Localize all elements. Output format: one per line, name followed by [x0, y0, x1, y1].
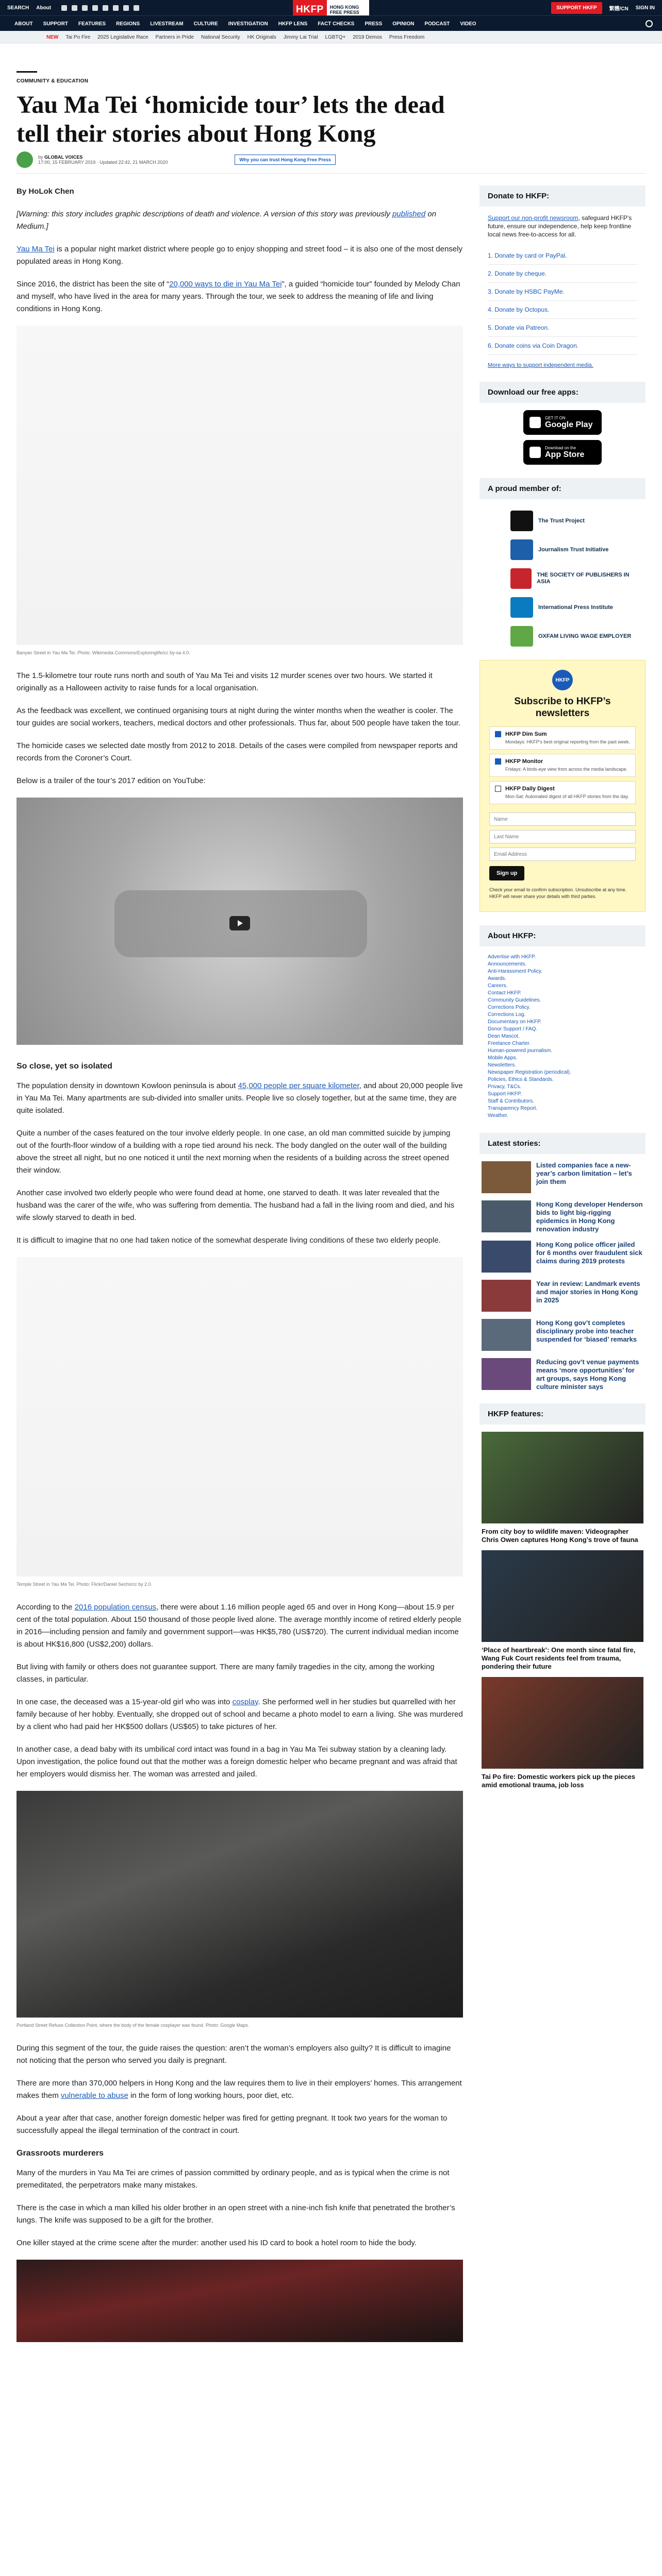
- nav-item[interactable]: FEATURES: [78, 21, 106, 27]
- feature-story[interactable]: [479, 1550, 646, 1671]
- newsletter-option[interactable]: [489, 726, 636, 750]
- telegram-icon[interactable]: [113, 5, 119, 11]
- about-link[interactable]: Contact HKFP.: [488, 990, 522, 996]
- donate-method[interactable]: 5. Donate via Patreon.: [488, 319, 637, 337]
- logo-abbr: HKFP: [293, 0, 327, 20]
- latest-heading: Latest stories:: [479, 1133, 646, 1154]
- paragraph: One killer stayed at the crime scene after the murder: another used his ID card to book a hotel room to hide the body.: [16, 2239, 417, 2247]
- yau-ma-tei-link[interactable]: Yau Ma Tei: [16, 245, 55, 253]
- paragraph: The population density in downtown Kowloon peninsula is about 45,000 people per square kilometer, and about 20,000 people live in Yau Ma Tei. Many apartments are sub-divided into smaller units. People live so closely together, but at the same time, they are quite isolated.: [16, 1081, 463, 1115]
- paragraph: Quite a number of the cases featured on the tour involve elderly people. In one case, an old man committed suicide by jumping out of the fourth-floor window of a building with a rope tied around his neck. The body dangled on the outer wall of the building above the street all night, but no one noticed it until the next morning when the residents of a building across the street opened their window.: [16, 1129, 451, 1175]
- social-icons: [61, 5, 139, 11]
- latest-stories: [479, 1161, 646, 1391]
- donate-method[interactable]: 2. Donate by cheque.: [488, 265, 637, 283]
- paragraph: The homicide cases we selected date mostly from 2012 to 2018. Details of the cases were compiled from newspaper reports and records from the Coroner’s Court.: [16, 741, 458, 762]
- nav-item[interactable]: REGIONS: [116, 21, 140, 27]
- newsletter-title: Subscribe to HKFP’s newsletters: [514, 696, 611, 719]
- donate-heading: Donate to HKFP:: [479, 185, 646, 207]
- member-name: OXFAM LIVING WAGE EMPLOYER: [538, 633, 632, 639]
- header-divider: [16, 173, 646, 174]
- photo-caption: Banyan Street in Yau Ma Tei. Photo: Wikimedia Commons/Exploringlife/cc by-sa 4.0.: [16, 650, 190, 655]
- byline-org[interactable]: GLOBAL VOICES: [44, 155, 83, 160]
- paragraph: About a year after that case, another foreign domestic helper was fired for getting pregnant. It took two years for the woman to successfully appeal the illegal termination of the contract in court.: [16, 2114, 448, 2135]
- member-badge-icon: [510, 626, 533, 647]
- article-author: By HoLok Chen: [16, 187, 74, 196]
- trust-button[interactable]: Why you can trust Hong Kong Free Press: [235, 155, 336, 165]
- about-link[interactable]: Announcements.: [488, 961, 527, 967]
- newsletter-options: [489, 726, 636, 804]
- apple-icon: [529, 447, 541, 458]
- google-play-icon: [529, 417, 541, 428]
- support-button[interactable]: SUPPORT HKFP: [551, 2, 602, 14]
- temple-street-photo: [16, 1257, 463, 1577]
- trending-link[interactable]: Jimmy Lai Trial: [283, 34, 318, 40]
- latest-story[interactable]: [482, 1319, 643, 1351]
- feature-headline[interactable]: Tai Po fire: Domestic workers pick up the pieces amid emotional trauma, job loss: [482, 1773, 636, 1789]
- trending-link[interactable]: 2025 Legislative Race: [97, 34, 148, 40]
- feature-image[interactable]: [482, 1432, 643, 1523]
- latest-story[interactable]: [482, 1241, 643, 1273]
- byline: [16, 150, 336, 169]
- story-thumbnail[interactable]: [482, 1280, 531, 1312]
- email-field[interactable]: [489, 848, 636, 861]
- sign-in-link[interactable]: SIGN IN: [635, 5, 655, 11]
- tour-link[interactable]: 20,000 ways to die in Yau Ma Tei: [169, 280, 282, 289]
- newsletter-logo: HKFP: [552, 670, 573, 690]
- nav-item[interactable]: PRESS: [365, 21, 383, 27]
- story-headline[interactable]: Hong Kong developer Henderson bids to light big-rigging epidemics in Hong Kong renovation industry: [536, 1200, 643, 1233]
- feature-headline[interactable]: From city boy to wildlife maven: Videographer Chris Owen captures Hong Kong’s trove of fauna: [482, 1528, 638, 1544]
- last-name-field[interactable]: [489, 830, 636, 843]
- about-link[interactable]: Transparency Report.: [488, 1106, 538, 1111]
- story-headline[interactable]: Hong Kong police officer jailed for 6 months over fraudulent sick claims during 2019 protests: [536, 1241, 642, 1265]
- newsletter-name: HKFP Dim Sum: [505, 731, 547, 737]
- paragraph: It is difficult to imagine that no one had taken notice of the somewhat desperate living conditions of these two elderly people.: [16, 1236, 441, 1245]
- photo-caption: Portland Street Refuse Collection Point, where the body of the female cosplayer was found. Photo: Google Maps.: [16, 2023, 250, 2028]
- search-icon[interactable]: [646, 20, 653, 27]
- portland-street-photo: [16, 1791, 463, 2018]
- trending-bar: [0, 31, 662, 43]
- feature-image[interactable]: [482, 1550, 643, 1642]
- member-badge-icon: [510, 597, 533, 618]
- sign-up-button[interactable]: Sign up: [489, 866, 524, 880]
- youtube-embed[interactable]: [16, 798, 463, 1045]
- newsletter-fineprint: Check your email to confirm subscription. Unsubscribe at any time. HKFP will never share your details with third parties.: [489, 887, 627, 899]
- about-link[interactable]: Documentary on HKFP.: [488, 1019, 542, 1025]
- content-warning: [Warning: this story includes graphic descriptions of death and violence. A version of this story was previously published on Medium.]: [16, 210, 437, 231]
- newsletter-desc: Mondays: HKFP’s best original reporting from the past week.: [505, 739, 630, 744]
- nav-item[interactable]: PODCAST: [424, 21, 450, 27]
- member-logo[interactable]: [479, 622, 646, 651]
- paragraph: Yau Ma Tei is a popular night market district where people go to enjoy shopping and street food – it is also one of the most densely populated areas in Hong Kong.: [16, 245, 462, 266]
- sidebar: [479, 185, 646, 1795]
- search-link[interactable]: SEARCH: [7, 5, 29, 11]
- donate-method[interactable]: 1. Donate by card or PayPal.: [488, 247, 637, 265]
- story-thumbnail[interactable]: [482, 1358, 531, 1390]
- newsletter-desc: Mon-Sat: Automated digest of all HKFP stories from the day.: [505, 794, 629, 799]
- about-link[interactable]: Corrections Log.: [488, 1012, 526, 1018]
- story-headline[interactable]: Hong Kong gov’t completes disciplinary probe into teacher suspended for ‘biased’ remarks: [536, 1319, 637, 1343]
- story-thumbnail[interactable]: [482, 1241, 531, 1273]
- about-link[interactable]: Staff & Contributors.: [488, 1098, 534, 1104]
- newsletter-option[interactable]: [489, 781, 636, 804]
- article-category[interactable]: COMMUNITY & EDUCATION: [16, 78, 89, 84]
- trending-link[interactable]: LGBTQ+: [325, 34, 346, 40]
- newsletter-checkbox[interactable]: [495, 731, 501, 737]
- logo-name: HONG KONG FREE PRESS: [329, 5, 359, 15]
- article-title: Yau Ma Tei ‘homicide tour’ lets the dead tell their stories about Hong Kong: [16, 91, 445, 147]
- paragraph: There are more than 370,000 helpers in Hong Kong and the law requires them to live in their employers’ homes. This arrangement makes them vulnerable to abuse in the form of long working hours, poor diet, etc.: [16, 2079, 462, 2100]
- linkedin-icon[interactable]: [103, 5, 108, 11]
- paragraph: Since 2016, the district has been the site of “20,000 ways to die in Yau Ma Tei”, a guided “homicide tour” founded by Melody Chan and myself, who have lived in the area for many years. Through the tour, we seek to address the meaning of life and living conditions in Hong Kong.: [16, 280, 460, 313]
- member-badge-icon: [510, 568, 532, 589]
- new-label: NEW: [46, 34, 59, 40]
- newsletter-desc: Fridays: A birds-eye view from across the media landscape.: [505, 767, 628, 772]
- trending-link[interactable]: 2019 Demos: [353, 34, 382, 40]
- paragraph: Another case involved two elderly people who were found dead at home, one starved to death. It was later revealed that the husband was the carer of the wife, who was suffering from dementia. The husband had a fall in the living room and died, and his wife slowly starved to death in bed.: [16, 1189, 455, 1222]
- photo-caption: Temple Street in Yau Ma Tei. Photo: Flickr/Daniel Sechs/cc by 2.0.: [16, 1582, 153, 1587]
- newsletter-checkbox[interactable]: [495, 758, 501, 765]
- trending-link[interactable]: Tai Po Fire: [65, 34, 91, 40]
- feature-headline[interactable]: ‘Place of heartbreak’: One month since fatal fire, Wang Fuk Court residents feel from trauma, pondering their future: [482, 1646, 636, 1670]
- density-link[interactable]: 45,000 people per square kilometer: [238, 1081, 359, 1090]
- donate-intro: Support our non-profit newsroom, safeguard HKFP’s future, ensure our independence, help keep frontline local news free-to-access for all.: [488, 214, 632, 238]
- about-link[interactable]: Corrections Policy.: [488, 1005, 531, 1010]
- about-link[interactable]: Policies, Ethics & Standards.: [488, 1077, 554, 1082]
- about-link[interactable]: Advertise with HKFP.: [488, 954, 536, 960]
- feature-story[interactable]: [479, 1677, 646, 1789]
- paragraph: There is the case in which a man killed his older brother in an open street with a nine-inch fish knife that penetrated the brother’s lungs. The knife was supposed to be a gift for the brother.: [16, 2204, 455, 2225]
- paragraph: Many of the murders in Yau Ma Tei are crimes of passion committed by ordinary people, and as is typical when the crime is not premeditated, the perpetrators make many mistakes.: [16, 2168, 450, 2190]
- play-icon[interactable]: [229, 916, 250, 930]
- byline-text: by GLOBAL VOICES 17:00, 15 FEBRUARY 2019 · Updated 22:42, 21 MARCH 2020: [38, 155, 168, 165]
- about-link[interactable]: Newsletters.: [488, 1062, 517, 1068]
- newsletter-box: [479, 660, 646, 912]
- instagram-icon[interactable]: [82, 5, 88, 11]
- member-list: [479, 506, 646, 651]
- story-headline[interactable]: Listed companies face a new-year’s carbon limitation – let’s join them: [536, 1161, 632, 1185]
- about-link[interactable]: Newspaper Registration (periodical).: [488, 1070, 571, 1075]
- member-name: The Trust Project: [538, 517, 585, 524]
- mail-icon[interactable]: [123, 5, 129, 11]
- story-thumbnail[interactable]: [482, 1319, 531, 1351]
- member-logo[interactable]: [479, 506, 646, 535]
- twitter-icon[interactable]: [72, 5, 77, 11]
- latest-story[interactable]: [482, 1280, 643, 1312]
- support-newsroom-link[interactable]: Support our non-profit newsroom: [488, 214, 578, 222]
- feature-stories: [479, 1432, 646, 1789]
- name-field[interactable]: [489, 812, 636, 826]
- nav-item[interactable]: LIVESTREAM: [150, 21, 184, 27]
- google-play-button[interactable]: GET IT ON Google Play: [523, 410, 602, 435]
- top-bar: [0, 0, 662, 15]
- donate-method[interactable]: 3. Donate by HSBC PayMe.: [488, 283, 637, 301]
- about-link[interactable]: Awards.: [488, 976, 506, 981]
- nav-item[interactable]: ABOUT: [14, 21, 33, 27]
- member-logo[interactable]: [479, 593, 646, 622]
- apps-heading: Download our free apps:: [479, 382, 646, 403]
- donate-method[interactable]: 6. Donate coins via Coin Dragon.: [488, 337, 637, 355]
- byline-dates: 17:00, 15 FEBRUARY 2019 · Updated 22:42, 21 MARCH 2020: [38, 160, 168, 165]
- about-link[interactable]: Careers.: [488, 983, 508, 989]
- about-link[interactable]: Weather.: [488, 1113, 508, 1118]
- story-headline[interactable]: Reducing gov’t venue payments means ‘more opportunities’ for art groups, says Hong Kong culture minister says: [536, 1358, 639, 1391]
- paragraph: In another case, a dead baby with its umbilical cord intact was found in a bag in Yau Ma Tei subway station by a cleaning lady. Upon investigation, the police found out that the mother was a foreign domestic helper who became pregnant and was afraid that her employers would dismiss her. The woman was arrested and jailed.: [16, 1745, 457, 1778]
- paragraph: According to the 2016 population census, there were about 1.16 million people aged 65 and over in Hong Kong—about 15.9 per cent of the total population. About 150 thousand of those people lived alone. The average monthly income of retired elderly people in 2016—including pension and family and government support—was HK$5,780 (US$720). The current individual median income is about HK$16,800 (US$2,200) dollars.: [16, 1603, 461, 1649]
- latest-story[interactable]: [482, 1358, 643, 1391]
- member-name: International Press Institute: [538, 604, 613, 611]
- language-switch[interactable]: 繁體/CN: [609, 6, 628, 12]
- nav-item[interactable]: FACT CHECKS: [318, 21, 355, 27]
- newsletter-name: HKFP Daily Digest: [505, 786, 555, 792]
- census-link[interactable]: 2016 population census: [74, 1603, 157, 1612]
- published-link[interactable]: published: [392, 210, 426, 218]
- features-heading: HKFP features:: [479, 1403, 646, 1425]
- nav-item[interactable]: CULTURE: [193, 21, 218, 27]
- member-name: Journalism Trust Initiative: [538, 546, 609, 553]
- article-body: [16, 185, 463, 2346]
- paragraph: During this segment of the tour, the guide raises the question: aren’t the woman’s employers also guilty? It is difficult to imagine not noticing that the person who served you daily is pregnant.: [16, 2044, 451, 2065]
- trending-link[interactable]: Partners in Pride: [155, 34, 194, 40]
- about-link[interactable]: About: [36, 5, 52, 11]
- newsletter-name: HKFP Monitor: [505, 758, 543, 765]
- feature-story[interactable]: [479, 1432, 646, 1544]
- newsletter-option[interactable]: [489, 754, 636, 777]
- main-nav: [0, 15, 662, 31]
- feature-image[interactable]: [482, 1677, 643, 1769]
- abuse-link[interactable]: vulnerable to abuse: [60, 2091, 128, 2100]
- section-heading: Grassroots murderers: [16, 2149, 104, 2158]
- about-link[interactable]: Donor Support / FAQ.: [488, 1026, 538, 1032]
- about-link[interactable]: Privacy, T&Cs.: [488, 1084, 522, 1090]
- member-logo[interactable]: [479, 564, 646, 593]
- title-rule: [16, 71, 37, 73]
- member-badge-icon: [510, 539, 533, 560]
- story-thumbnail[interactable]: [482, 1200, 531, 1232]
- donate-method[interactable]: 4. Donate by Octopus.: [488, 301, 637, 319]
- paragraph: The 1.5-kilometre tour route runs north and south of Yau Ma Tei and visits 12 murder scenes over two hours. We started it originally as a Halloween activity to raise funds for a local organisation.: [16, 671, 433, 692]
- rss-icon[interactable]: [134, 5, 139, 11]
- nav-item[interactable]: VIDEO: [460, 21, 476, 27]
- cosplay-link[interactable]: cosplay: [232, 1698, 258, 1706]
- story-thumbnail[interactable]: [482, 1161, 531, 1193]
- latest-story[interactable]: [482, 1200, 643, 1233]
- member-name: THE SOCIETY OF PUBLISHERS IN ASIA: [537, 572, 630, 585]
- member-logo[interactable]: [479, 535, 646, 564]
- about-link[interactable]: Anti-Harassment Policy.: [488, 969, 542, 974]
- member-heading: A proud member of:: [479, 478, 646, 499]
- about-links: [479, 954, 646, 1120]
- paragraph: In one case, the deceased was a 15-year-old girl who was into cosplay. She performed well in her studies but quarrelled with her family because of her hobby. Eventually, she dropped out of school and became a photo model to earn a living. She was murdered by a client who had paid her HK$500 dollars (US$65) to take pictures of her.: [16, 1698, 463, 1731]
- youtube-icon[interactable]: [92, 5, 98, 11]
- newsletter-checkbox[interactable]: [495, 786, 501, 792]
- nav-item[interactable]: INVESTIGATION: [228, 21, 268, 27]
- trending-link[interactable]: Press Freedom: [389, 34, 425, 40]
- about-heading: About HKFP:: [479, 925, 646, 946]
- about-link[interactable]: Mobile Apps.: [488, 1055, 518, 1061]
- member-badge-icon: [510, 511, 533, 531]
- author-avatar: [16, 151, 33, 168]
- about-link[interactable]: Freelance Charter.: [488, 1041, 531, 1046]
- about-link[interactable]: Dean Mascot.: [488, 1033, 520, 1039]
- nav-item[interactable]: HKFP LENS: [278, 21, 308, 27]
- about-link[interactable]: Community Guidelines.: [488, 997, 541, 1003]
- section-heading: So close, yet so isolated: [16, 1062, 112, 1071]
- paragraph: Below is a trailer of the tour’s 2017 edition on YouTube:: [16, 776, 206, 785]
- street-photo: [16, 2260, 463, 2342]
- banyan-street-photo: [16, 326, 463, 645]
- about-link[interactable]: Support HKFP.: [488, 1091, 522, 1097]
- trending-link[interactable]: HK Originals: [247, 34, 276, 40]
- paragraph: But living with family or others does not guarantee support. There are many family tragedies in the city, among the working classes, in particular.: [16, 1663, 435, 1684]
- story-headline[interactable]: Year in review: Landmark events and major stories in Hong Kong in 2025: [536, 1280, 640, 1304]
- latest-story[interactable]: [482, 1161, 643, 1193]
- nav-item[interactable]: SUPPORT: [43, 21, 68, 27]
- paragraph: As the feedback was excellent, we continued organising tours at night during the winter months when the weather is cooler. The tour guides are social workers, teachers, medical doctors and other professionals. Thus far, about 500 people have taken the tour.: [16, 706, 461, 727]
- more-ways-link[interactable]: More ways to support independent media.: [488, 362, 593, 368]
- donate-methods: [479, 247, 646, 355]
- trending-link[interactable]: National Security: [201, 34, 240, 40]
- nav-item[interactable]: OPINION: [392, 21, 415, 27]
- about-link[interactable]: Human-powered journalism.: [488, 1048, 553, 1054]
- app-store-button[interactable]: Download on the App Store: [523, 440, 602, 465]
- facebook-icon[interactable]: [61, 5, 67, 11]
